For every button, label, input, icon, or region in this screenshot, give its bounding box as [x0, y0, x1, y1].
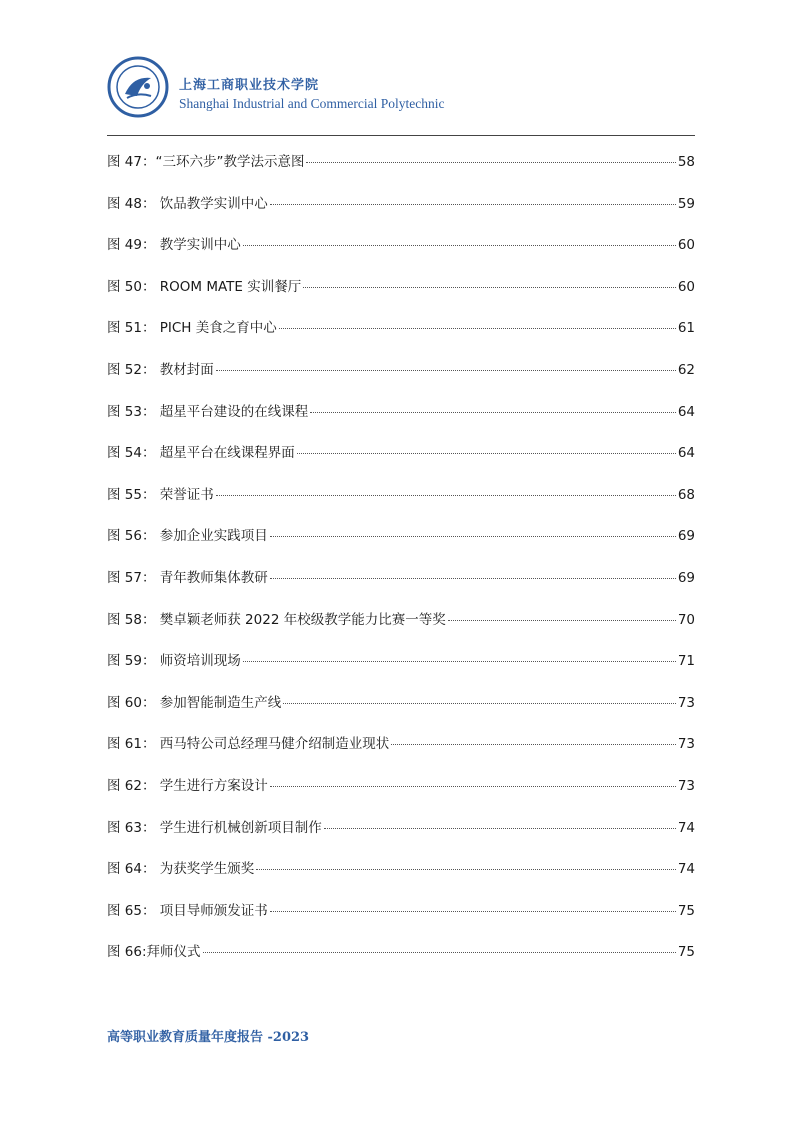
toc-entry-label: 图 57： 青年教师集体教研 [107, 569, 268, 586]
toc-leader-dots [270, 536, 676, 537]
toc-entry[interactable] [107, 316, 695, 358]
toc-entry-page: 68 [677, 486, 695, 503]
toc-entry[interactable] [107, 649, 695, 691]
toc-entry-page: 69 [677, 528, 695, 545]
toc-entry-label: 图 66:拜师仪式 [107, 944, 201, 961]
toc-entry-label: 图 54： 超星平台在线课程界面 [107, 445, 295, 462]
toc-entry-label: 图 53： 超星平台建设的在线课程 [107, 403, 309, 420]
toc-leader-dots [303, 287, 676, 288]
toc-entry[interactable] [107, 899, 695, 941]
toc-entry-page: 73 [677, 694, 695, 711]
toc-entry-label: 图 65： 项目导师颁发证书 [107, 902, 268, 919]
toc-leader-dots [448, 620, 676, 621]
toc-leader-dots [297, 453, 676, 454]
toc-entry-page: 71 [677, 653, 695, 670]
school-name-cn: 上海工商职业技术学院 [179, 78, 320, 93]
toc-entry[interactable] [107, 524, 695, 566]
toc-entry[interactable] [107, 358, 695, 400]
toc-entry[interactable] [107, 691, 695, 733]
toc-entry-label: 图 47：“三环六步”教学法示意图 [107, 154, 305, 170]
toc-entry[interactable] [107, 483, 695, 525]
school-seal-logo [107, 56, 169, 118]
toc-leader-dots [216, 495, 676, 496]
toc-entry-label: 图 56： 参加企业实践项目 [107, 528, 268, 545]
toc-leader-dots [283, 703, 676, 704]
toc-entry-page: 62 [677, 361, 695, 378]
toc-leader-dots [243, 245, 676, 246]
toc-entry-page: 73 [677, 777, 695, 794]
toc-leader-dots [270, 204, 676, 205]
table-of-figures [107, 150, 695, 982]
toc-leader-dots [270, 578, 676, 579]
toc-entry-label: 图 49： 教学实训中心 [107, 237, 241, 254]
toc-entry-page: 69 [677, 569, 695, 586]
toc-entry-page: 74 [677, 861, 695, 878]
toc-entry-page: 58 [677, 154, 695, 170]
toc-entry-label: 图 58： 樊卓颖老师获 2022 年校级教学能力比赛一等奖 [107, 611, 446, 628]
toc-entry[interactable] [107, 608, 695, 650]
toc-entry[interactable] [107, 275, 695, 317]
toc-entry[interactable] [107, 940, 695, 982]
toc-entry-page: 70 [677, 611, 695, 628]
toc-leader-dots [270, 911, 676, 912]
toc-entry-page: 59 [677, 195, 695, 212]
toc-leader-dots [216, 370, 676, 371]
toc-entry-page: 61 [677, 320, 695, 337]
toc-entry-label: 图 61： 西马特公司总经理马健介绍制造业现状 [107, 736, 390, 753]
toc-entry-page: 64 [677, 403, 695, 420]
toc-entry-label: 图 64： 为获奖学生颁奖 [107, 861, 255, 878]
toc-entry[interactable] [107, 192, 695, 234]
toc-entry-page: 60 [677, 237, 695, 254]
toc-leader-dots [310, 412, 676, 413]
toc-leader-dots [270, 786, 676, 787]
toc-entry-page: 74 [677, 819, 695, 836]
toc-entry-label: 图 60： 参加智能制造生产线 [107, 694, 282, 711]
toc-entry-label: 图 59： 师资培训现场 [107, 653, 241, 670]
toc-entry[interactable] [107, 150, 695, 192]
page-footer: 高等职业教育质量年度报告 -2023 [107, 1030, 310, 1045]
toc-leader-dots [306, 162, 675, 163]
toc-entry-label: 图 48： 饮品教学实训中心 [107, 195, 268, 212]
toc-entry-label: 图 52： 教材封面 [107, 361, 214, 378]
toc-entry[interactable] [107, 566, 695, 608]
toc-entry-page: 64 [677, 445, 695, 462]
toc-entry[interactable] [107, 774, 695, 816]
toc-leader-dots [391, 744, 676, 745]
toc-entry[interactable] [107, 400, 695, 442]
toc-entry-page: 75 [677, 902, 695, 919]
toc-entry-page: 73 [677, 736, 695, 753]
toc-entry[interactable] [107, 857, 695, 899]
toc-entry[interactable] [107, 233, 695, 275]
toc-entry-label: 图 55： 荣誉证书 [107, 486, 214, 503]
school-name-en: Shanghai Industrial and Commercial Polytechnic [179, 96, 445, 111]
toc-leader-dots [203, 952, 676, 953]
toc-entry[interactable] [107, 816, 695, 858]
toc-entry-page: 60 [677, 278, 695, 295]
toc-entry-label: 图 62： 学生进行方案设计 [107, 777, 268, 794]
toc-entry[interactable] [107, 441, 695, 483]
toc-entry-label: 图 63： 学生进行机械创新项目制作 [107, 819, 322, 836]
page-header [107, 56, 695, 136]
header-divider [107, 135, 695, 136]
toc-entry[interactable] [107, 732, 695, 774]
toc-leader-dots [324, 828, 676, 829]
toc-entry-page: 75 [677, 944, 695, 961]
toc-entry-label: 图 50： ROOM MATE 实训餐厅 [107, 278, 302, 295]
toc-leader-dots [279, 328, 676, 329]
toc-leader-dots [256, 869, 676, 870]
toc-leader-dots [243, 661, 676, 662]
toc-entry-label: 图 51： PICH 美食之育中心 [107, 320, 277, 337]
